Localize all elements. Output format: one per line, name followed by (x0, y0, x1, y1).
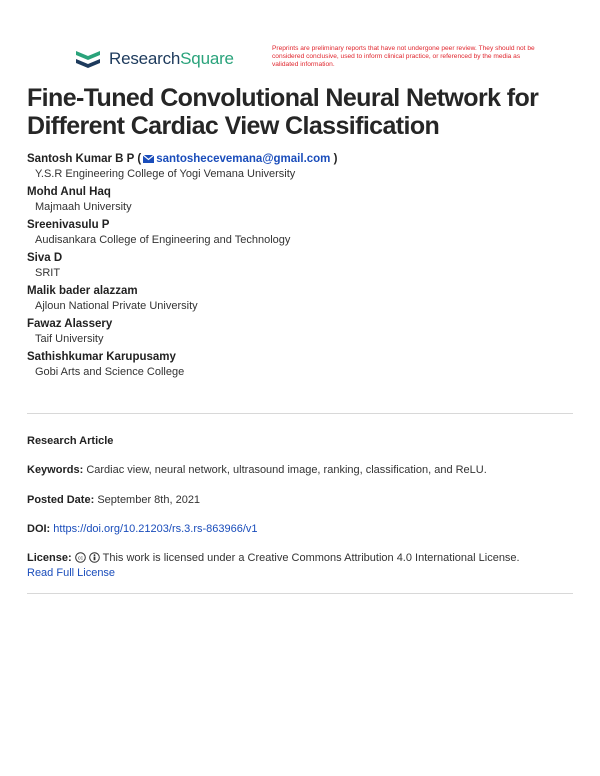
research-square-logo-icon (73, 47, 103, 71)
author-entry (27, 350, 572, 380)
article-type (27, 434, 573, 449)
author-entry (27, 317, 572, 347)
logo-text-research: Research (109, 49, 181, 68)
author-list (27, 152, 572, 383)
author-name: Santosh Kumar B P (27, 153, 135, 165)
divider (27, 593, 573, 594)
keywords-row (27, 463, 573, 478)
logo-text-square: Square (180, 49, 234, 68)
author-name: Fawaz Alassery (27, 318, 113, 330)
author-affiliation: Audisankara College of Engineering and Technology (35, 234, 291, 246)
license-text: This work is licensed under a Creative Commons Attribution 4.0 International License. (102, 552, 520, 564)
license-label: License: (27, 552, 72, 564)
research-square-logo[interactable] (73, 47, 234, 71)
author-entry (27, 218, 572, 248)
author-email-link[interactable]: santoshecevemana@gmail.com (156, 153, 331, 165)
author-entry (27, 185, 572, 215)
creative-commons-icon (75, 552, 86, 563)
author-affiliation: Gobi Arts and Science College (35, 366, 185, 378)
author-name: Siva D (27, 252, 63, 264)
posted-date-row (27, 493, 573, 508)
article-type-label: Research Article (27, 435, 114, 447)
author-entry (27, 284, 572, 314)
svg-text:cc: cc (77, 555, 83, 562)
mail-icon (143, 155, 154, 163)
author-affiliation: Ajloun National Private University (35, 300, 198, 312)
author-name: Mohd Anul Haq (27, 186, 111, 198)
author-affiliation: Taif University (35, 333, 104, 345)
paper-title: Fine-Tuned Convolutional Neural Network for Different Cardiac View Classification (27, 84, 539, 140)
logo-text (109, 49, 234, 69)
posted-date-value: September 8th, 2021 (97, 494, 201, 506)
doi-link[interactable]: https://doi.org/10.21203/rs.3.rs-863966/v1 (53, 523, 258, 535)
attribution-icon (89, 552, 100, 563)
divider (27, 413, 573, 414)
license-row (27, 551, 573, 581)
preprint-disclaimer: Preprints are preliminary reports that have not undergone peer review. They should not be considered conclusive, used to inform clinical practice, or referenced by the media as validated information. (272, 45, 535, 68)
author-affiliation: Majmaah University (35, 201, 132, 213)
author-affiliation: Y.S.R Engineering College of Yogi Vemana University (35, 168, 296, 180)
keywords-value: Cardiac view, neural network, ultrasound image, ranking, classification, and ReLU. (86, 464, 487, 476)
author-entry: Santosh Kumar B P ( santoshecevemana@gmail.com ) Y.S.R Engineering College of Yogi Vemana University (27, 152, 572, 182)
author-name: Sreenivasulu P (27, 219, 110, 231)
author-name: Malik bader alazzam (27, 285, 138, 297)
read-full-license-link[interactable]: Read Full License (27, 567, 116, 579)
author-entry (27, 251, 572, 281)
doi-label: DOI: (27, 523, 51, 535)
author-name: Sathishkumar Karupusamy (27, 351, 176, 363)
posted-date-label: Posted Date: (27, 494, 95, 506)
doi-row (27, 522, 573, 537)
author-affiliation: SRIT (35, 267, 61, 279)
keywords-label: Keywords: (27, 464, 84, 476)
